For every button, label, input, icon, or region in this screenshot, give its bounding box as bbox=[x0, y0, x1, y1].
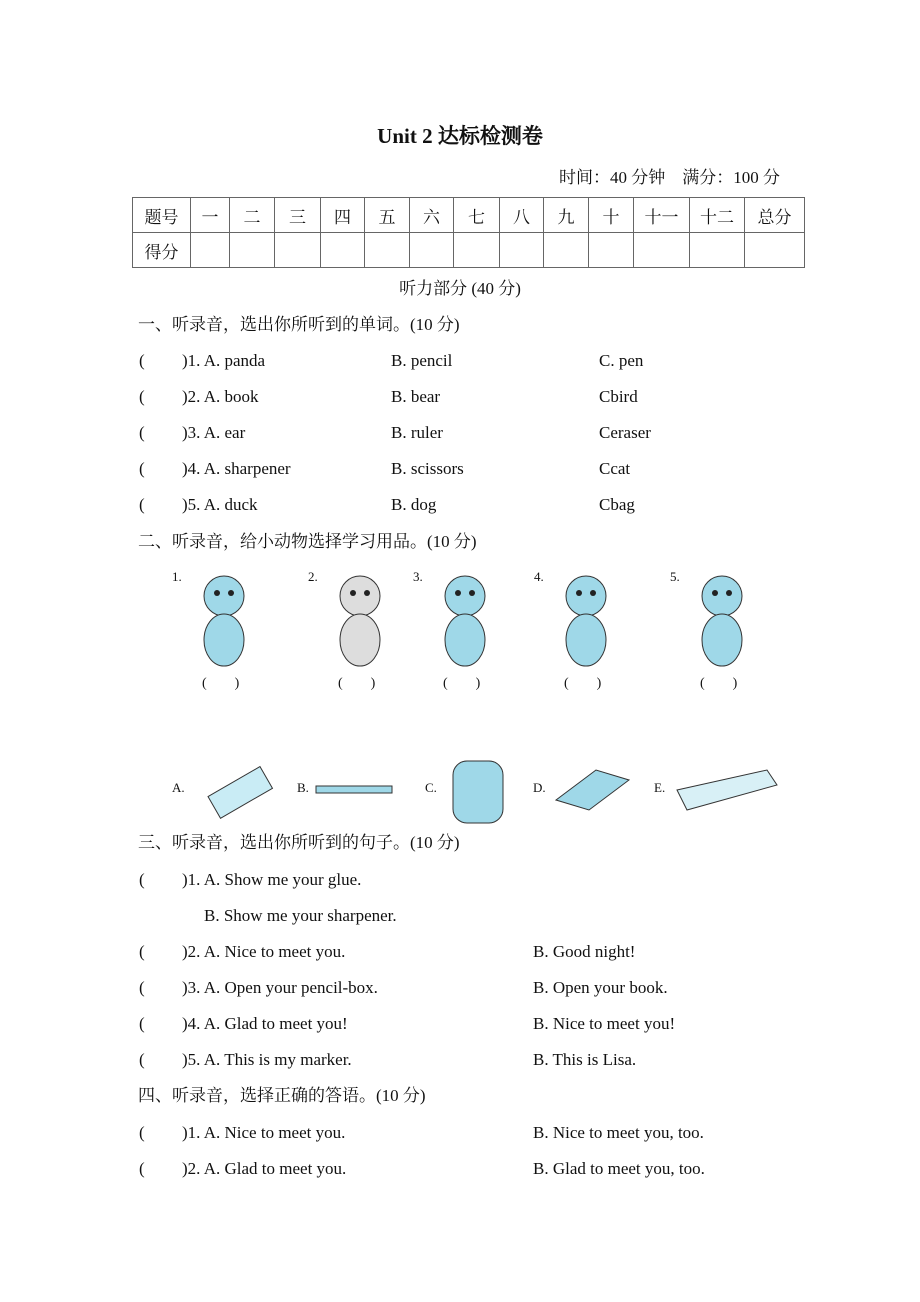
option-b: B. Nice to meet you! bbox=[533, 1014, 676, 1033]
animal-number: 1. bbox=[172, 569, 182, 584]
score-cell[interactable] bbox=[589, 233, 634, 268]
rabbit-picture bbox=[682, 568, 762, 673]
score-cell[interactable] bbox=[410, 233, 454, 268]
option-b: B. Show me your sharpener. bbox=[204, 906, 397, 925]
ruler-picture bbox=[315, 784, 395, 796]
panda-picture bbox=[320, 568, 400, 673]
option-c: Ccat bbox=[599, 459, 631, 478]
animal-answer-blank[interactable]: ( ) bbox=[338, 676, 376, 691]
section-1-heading: 一、听录音，选出你所听到的单词。(10 分) bbox=[138, 315, 460, 334]
animal-number: 4. bbox=[534, 569, 544, 584]
table-header-cell: 题号 bbox=[133, 198, 191, 233]
table-header-cell: 三 bbox=[275, 198, 321, 233]
question-option-a: )3. A. ear bbox=[182, 423, 246, 442]
option-b: B. Nice to meet you, too. bbox=[533, 1123, 704, 1142]
option-b: B. This is Lisa. bbox=[533, 1050, 637, 1069]
animal-number: 2. bbox=[308, 569, 318, 584]
option-b: B. pencil bbox=[391, 351, 453, 370]
answer-blank[interactable]: ( bbox=[139, 1014, 145, 1033]
section-3-heading: 三、听录音，选出你所听到的句子。(10 分) bbox=[138, 833, 460, 852]
table-header-cell: 九 bbox=[544, 198, 589, 233]
time-score-info: 时间：40 分钟 满分：100 分 bbox=[559, 168, 780, 187]
option-c: Cbag bbox=[599, 495, 635, 514]
answer-blank[interactable]: ( bbox=[139, 351, 145, 370]
table-header-cell: 一 bbox=[191, 198, 230, 233]
option-b: B. Glad to meet you, too. bbox=[533, 1159, 705, 1178]
table-header-cell: 八 bbox=[500, 198, 544, 233]
question-option-a: )1. A. Nice to meet you. bbox=[182, 1123, 346, 1142]
animal-answer-blank[interactable]: ( ) bbox=[443, 676, 481, 691]
answer-blank[interactable]: ( bbox=[139, 870, 145, 889]
answer-blank[interactable]: ( bbox=[139, 1123, 145, 1142]
answer-blank[interactable]: ( bbox=[139, 495, 145, 514]
table-header-cell: 七 bbox=[454, 198, 500, 233]
question-option-a: )2. A. book bbox=[182, 387, 259, 406]
option-b: B. bear bbox=[391, 387, 441, 406]
table-header-cell: 四 bbox=[321, 198, 365, 233]
score-cell[interactable] bbox=[544, 233, 589, 268]
option-b: B. Good night! bbox=[533, 942, 636, 961]
answer-blank[interactable]: ( bbox=[139, 1159, 145, 1178]
answer-blank[interactable]: ( bbox=[139, 459, 145, 478]
score-cell[interactable] bbox=[230, 233, 275, 268]
table-header-cell: 二 bbox=[230, 198, 275, 233]
pencil-box-picture bbox=[672, 765, 782, 815]
supply-label: D. bbox=[533, 780, 546, 795]
score-cell[interactable] bbox=[634, 233, 690, 268]
table-header-cell: 六 bbox=[410, 198, 454, 233]
question-option-a: )4. A. Glad to meet you! bbox=[182, 1014, 348, 1033]
supply-label: E. bbox=[654, 780, 666, 795]
option-c: Ceraser bbox=[599, 423, 651, 442]
option-b: B. Open your book. bbox=[533, 978, 668, 997]
question-option-a: )1. A. Show me your glue. bbox=[182, 870, 362, 889]
question-option-a: )3. A. Open your pencil-box. bbox=[182, 978, 378, 997]
answer-blank[interactable]: ( bbox=[139, 387, 145, 406]
score-cell[interactable] bbox=[690, 233, 745, 268]
supply-label: A. bbox=[172, 780, 185, 795]
option-b: B. dog bbox=[391, 495, 437, 514]
listening-section-title: 听力部分 (40 分) bbox=[399, 279, 521, 298]
eraser-picture bbox=[190, 755, 280, 825]
option-c: C. pen bbox=[599, 351, 644, 370]
animal-number: 5. bbox=[670, 569, 680, 584]
score-cell[interactable] bbox=[454, 233, 500, 268]
cat-picture bbox=[546, 568, 626, 673]
section-4-heading: 四、听录音，选择正确的答语。(10 分) bbox=[138, 1086, 426, 1105]
table-header-cell: 十 bbox=[589, 198, 634, 233]
dog-picture bbox=[425, 568, 505, 673]
supply-label: C. bbox=[425, 780, 437, 795]
page-title: Unit 2 达标检测卷 bbox=[377, 124, 543, 148]
question-option-a: )5. A. duck bbox=[182, 495, 258, 514]
table-header-cell: 十一 bbox=[634, 198, 690, 233]
bag-picture bbox=[443, 753, 513, 828]
table-header-cell: 十二 bbox=[690, 198, 745, 233]
score-cell[interactable] bbox=[745, 233, 805, 268]
answer-blank[interactable]: ( bbox=[139, 423, 145, 442]
score-table bbox=[132, 197, 805, 268]
score-cell[interactable] bbox=[321, 233, 365, 268]
option-b: B. scissors bbox=[391, 459, 464, 478]
book-picture bbox=[551, 765, 631, 815]
supply-label: B. bbox=[297, 780, 309, 795]
animal-answer-blank[interactable]: ( ) bbox=[202, 676, 240, 691]
animal-answer-blank[interactable]: ( ) bbox=[564, 676, 602, 691]
option-c: Cbird bbox=[599, 387, 638, 406]
animal-answer-blank[interactable]: ( ) bbox=[700, 676, 738, 691]
table-header-cell: 总分 bbox=[745, 198, 805, 233]
score-cell[interactable] bbox=[500, 233, 544, 268]
monkey-picture bbox=[184, 568, 264, 673]
animal-number: 3. bbox=[413, 569, 423, 584]
answer-blank[interactable]: ( bbox=[139, 978, 145, 997]
question-option-a: )5. A. This is my marker. bbox=[182, 1050, 352, 1069]
question-option-a: )1. A. panda bbox=[182, 351, 266, 370]
score-cell[interactable] bbox=[191, 233, 230, 268]
table-header-cell: 五 bbox=[365, 198, 410, 233]
answer-blank[interactable]: ( bbox=[139, 1050, 145, 1069]
section-2-heading: 二、听录音，给小动物选择学习用品。(10 分) bbox=[138, 532, 477, 551]
answer-blank[interactable]: ( bbox=[139, 942, 145, 961]
score-label: 得分 bbox=[133, 233, 191, 268]
question-option-a: )2. A. Nice to meet you. bbox=[182, 942, 346, 961]
question-option-a: )4. A. sharpener bbox=[182, 459, 291, 478]
option-b: B. ruler bbox=[391, 423, 443, 442]
score-cell[interactable] bbox=[275, 233, 321, 268]
question-option-a: )2. A. Glad to meet you. bbox=[182, 1159, 347, 1178]
score-cell[interactable] bbox=[365, 233, 410, 268]
